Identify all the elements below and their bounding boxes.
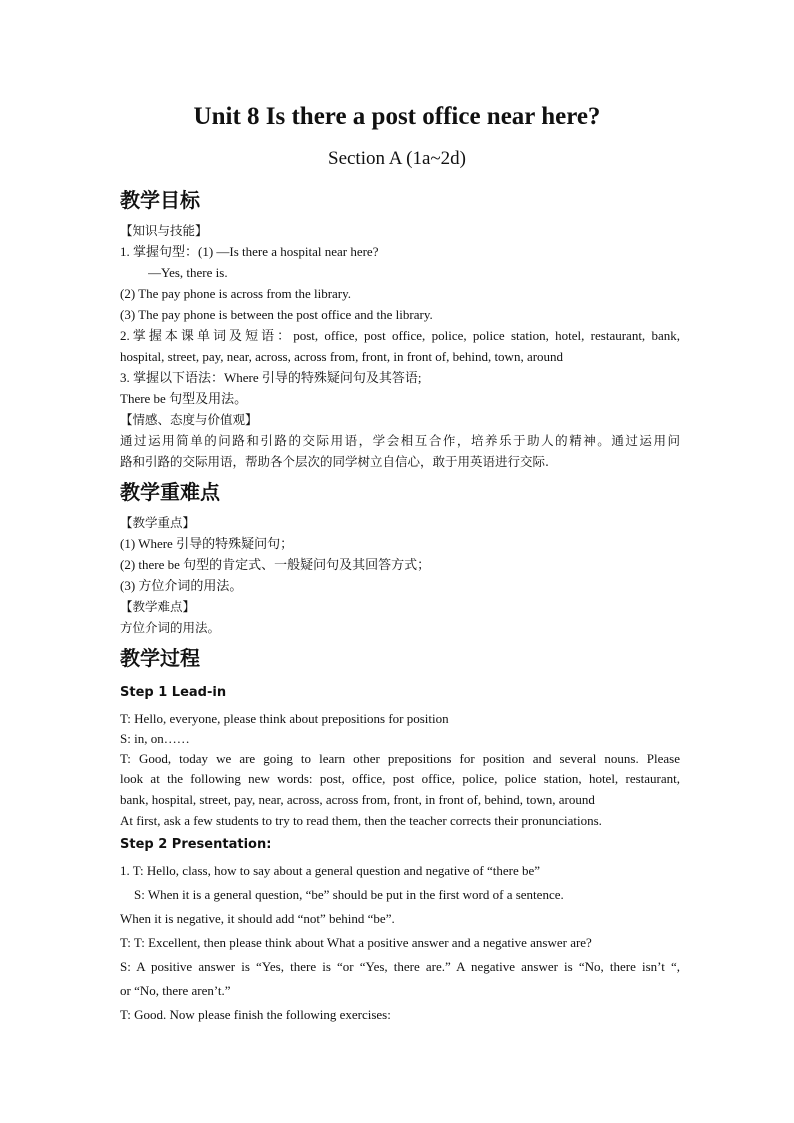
difficulty-label: 【教学难点】 xyxy=(120,599,196,614)
step1-line: T: Hello, everyone, please think about prepositions for position xyxy=(120,711,449,726)
objective-line: —Yes, there is. xyxy=(148,265,228,280)
step2-title: Step 2 Presentation: xyxy=(120,837,272,852)
objective-line: 2.掌握本课单词及短语：post, office, post office, police, police station, hotel, restaurant, bank, xyxy=(120,328,680,343)
objective-line: 1. 掌握句型：(1) —Is there a hospital near here? xyxy=(120,244,379,259)
step2-line: S: A positive answer is “Yes, there is “or “Yes, there are.” A negative answer is “No, there isn’t “, xyxy=(120,959,680,974)
step1-line: At first, ask a few students to try to read them, then the teacher corrects their pronunciations. xyxy=(120,813,602,828)
objective-line: (3) The pay phone is between the post office and the library. xyxy=(120,307,433,322)
step2-line: When it is negative, it should add “not” behind “be”. xyxy=(120,911,395,926)
emotion-label: 【情感、态度与价值观】 xyxy=(120,412,258,427)
focus-line: (1) Where 引导的特殊疑问句； xyxy=(120,536,294,551)
difficulty-line: 方位介词的用法。 xyxy=(120,620,221,635)
step1-line: S: in, on…… xyxy=(120,731,190,746)
focus-line: (2) there be 句型的肯定式、一般疑问句及其回答方式； xyxy=(120,557,431,572)
objective-line: There be 句型及用法。 xyxy=(120,391,248,406)
objective-line: hospital, street, pay, near, across, across from, front, in front of, behind, town, around xyxy=(120,349,564,364)
heading-key-points: 教学重难点 xyxy=(120,480,220,504)
heading-process: 教学过程 xyxy=(120,646,200,670)
knowledge-label: 【知识与技能】 xyxy=(120,223,208,238)
step1-line: look at the following new words: post, office, post office, police, police station, hotel, restaurant, xyxy=(120,771,680,786)
objective-line: 3. 掌握以下语法：Where 引导的特殊疑问句及其答语; xyxy=(120,370,422,385)
step2-line: 1. T: Hello, class, how to say about a general question and negative of “there be” xyxy=(120,863,541,878)
step1-title: Step 1 Lead-in xyxy=(120,685,227,700)
heading-objectives: 教学目标 xyxy=(120,188,200,212)
step2-line: T: T: Excellent, then please think about What a positive answer and a negative answer are? xyxy=(120,935,592,950)
emotion-line: 路和引路的交际用语，帮助各个层次的同学树立自信心，敢于用英语进行交际. xyxy=(120,454,549,469)
step2-line: S: When it is a general question, “be” should be put in the first word of a sentence. xyxy=(134,887,564,902)
document-title: Unit 8 Is there a post office near here? xyxy=(193,103,601,130)
document-subtitle: Section A (1a~2d) xyxy=(328,148,466,169)
step2-line: T: Good. Now please finish the following exercises: xyxy=(120,1007,391,1022)
focus-label: 【教学重点】 xyxy=(120,515,196,530)
objective-line: (2) The pay phone is across from the library. xyxy=(120,286,352,301)
step1-line: bank, hospital, street, pay, near, across, across from, front, in front of, behind, town, around xyxy=(120,792,595,807)
step1-line: T: Good, today we are going to learn other prepositions for position and several nouns. Please xyxy=(120,751,680,766)
focus-line: (3) 方位介词的用法。 xyxy=(120,578,243,593)
emotion-line: 通过运用简单的问路和引路的交际用语，学会相互合作，培养乐于助人的精神。通过运用问 xyxy=(120,433,680,448)
step2-line: or “No, there aren’t.” xyxy=(120,983,231,998)
